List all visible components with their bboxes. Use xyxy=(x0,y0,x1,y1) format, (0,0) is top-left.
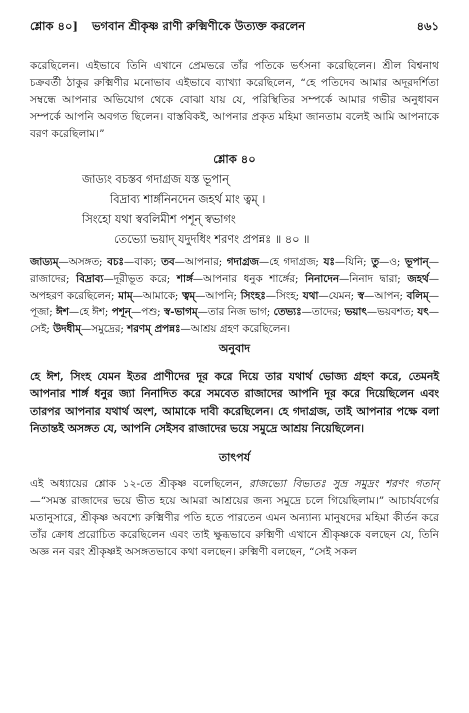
synonym-meaning: —যেমন; xyxy=(318,289,358,302)
synonym-meaning: —অপহরণ করেছিলেন; xyxy=(30,272,439,302)
synonym-term: ঈশ xyxy=(56,306,69,319)
purport-quote: রাজভ্যো বিভ্যতঃ সুভ্র সমুদ্রং শরণং গতান্ xyxy=(249,478,439,491)
synonym-term: যথা xyxy=(302,289,319,302)
header-chapter-title: ভগবান শ্রীকৃষ্ণ রাণী রুক্মিণীকে উত্যক্ত করলেন xyxy=(91,19,306,33)
synonym-term: বলিম্ xyxy=(406,289,429,302)
synonym-meaning: —সিংহ; xyxy=(265,289,303,302)
synonym-term: জাড্যম্ xyxy=(30,256,59,268)
synonym-meaning: —বাক্য; xyxy=(123,256,162,268)
synonym-term: তু xyxy=(371,256,379,268)
synonym-meaning: —আপনার; xyxy=(174,256,227,268)
purport-text xyxy=(30,476,439,561)
word-synonyms xyxy=(30,254,439,338)
synonym-term: যৎ xyxy=(417,306,429,319)
synonym-meaning: —সমুদ্রের; xyxy=(80,323,128,336)
synonym-term: বচঃ xyxy=(107,256,124,268)
verse-label: শ্লোক ৪০ xyxy=(213,152,256,166)
synonym-meaning: —সেই; xyxy=(30,306,439,336)
synonym-term: সিংহঃ xyxy=(240,289,266,302)
synonym-term: ভয়াৎ xyxy=(344,306,367,319)
synonym-term: নিনাদেন xyxy=(305,272,339,285)
synonym-meaning: —আপনার ধনুক শার্ঙ্গের; xyxy=(192,272,306,285)
synonym-term: তেভ্যঃ xyxy=(273,306,302,319)
synonym-term: শরণম্ প্রপন্নঃ xyxy=(127,323,181,336)
verse-block xyxy=(30,170,439,250)
synonym-meaning: —অসঙ্গত; xyxy=(58,256,108,268)
synonym-term: জহর্থ xyxy=(407,272,429,285)
purport-heading: তাৎপর্য xyxy=(218,450,251,464)
synonym-meaning: —পশু; xyxy=(130,306,164,319)
synonym-meaning: —যিনি; xyxy=(334,256,372,268)
synonym-meaning: —আপন; xyxy=(364,289,407,302)
synonym-term: ত্বম্ xyxy=(182,289,196,302)
running-header xyxy=(30,18,439,40)
synonym-meaning: —আশ্রয় গ্রহণ করেছিলেন। xyxy=(180,323,291,336)
synonym-term: ভূপান্ xyxy=(404,256,429,268)
synonym-meaning: —নিনাদ দ্বারা; xyxy=(338,272,408,285)
synonym-meaning: —তার নিজ ভাগ; xyxy=(197,306,274,319)
synonym-term: বিদ্রাব্য xyxy=(76,272,104,285)
synonym-meaning: —হে গদাগ্রজ; xyxy=(258,256,324,268)
purport-rest: —“সমস্ত রাজাদের ভয়ে ভীত হয়ে আমরা আশ্রয়ের জন্য সমুদ্রে চলে গিয়েছিলাম।” আচার্যবর্গের মতানুসারে, শ্রীকৃষ্ণ অবশ্যে রুক্মিণীর পতি হতে পারতেন এমন অন্যান্য মানুষদের মহিমা কীর্তন করে তাঁর ক্রোধ প্ররোচিত করেছিলেন এবং তাই ক্ষুব্ধভাবে রুক্মিণী এখানে শ্রীকৃষ্ণকে বলছেন যে, তিনি অজ্ঞ নন বরং শ্রীকৃষ্ণই অসঙ্গতভাবে কথা বলছেন। রুক্মিণী বলছেন, “সেই সকল xyxy=(30,495,439,559)
synonym-meaning: —হে ঈশ; xyxy=(68,306,112,319)
synonym-meaning: —পূজা; xyxy=(30,289,439,319)
synonym-term: গদাগ্রজ xyxy=(226,256,259,268)
synonym-meaning: —দূরীভূত করে; xyxy=(103,272,177,285)
synonym-meaning: —তাদের; xyxy=(301,306,345,319)
intro-paragraph: করেছিলেন। এইভাবে তিনি এখানে প্রেমভরে তাঁর পতিকে ভর্ৎসনা করেছিলেন। শ্রীল বিশ্বনাথ চক্রবর্তী ঠাকুর রুক্মিণীর মনোভাব এইভাবে ব্যাখ্যা করেছিলেন, “হে পতিদেব আমার অদূরদর্শিতা সম্বন্ধে আপনার অভিযোগ থেকে বোঝা যায় যে, পরিস্থিতির সম্পর্কে আমার গভীর অনুধাবন সম্পর্কে আপনি অবগত ছিলেন। বাস্তবিকই, আপনার প্রকৃত মহিমা জানতাম বলেই আমি আপনাকে বরণ করেছিলাম।” xyxy=(30,60,439,140)
synonym-meaning: —ভয়বশত; xyxy=(366,306,418,319)
translation-heading: অনুবাদ xyxy=(218,341,251,355)
synonym-term: স্ব xyxy=(357,289,365,302)
page-number: ৪৬১ xyxy=(416,19,439,33)
synonym-term: উদধীম্ xyxy=(53,323,81,336)
synonym-term: স্ব-ভাগম্ xyxy=(163,306,198,319)
synonym-term: শার্ঙ্গ xyxy=(176,272,193,285)
synonym-meaning: —আমাকে; xyxy=(132,289,183,302)
purport-lead: এই অধ্যায়ের শ্লোক ১২-তে শ্রীকৃষ্ণ বলেছিলেন, xyxy=(30,478,250,491)
synonym-meaning: —আপনি; xyxy=(195,289,241,302)
translation-text: হে ঈশ, সিংহ যেমন ইতর প্রাণীদের দূর করে দিয়ে তার যথার্থ ভোজ্য গ্রহণ করে, তেমনই আপনার শার্ঙ্গ ধনুর জ্যা নিনাদিত করে সমবেত রাজাদের আপনি দূর করে দিয়েছিলেন এবং তারপর আপনার যথার্থ অংশ, আমাকে দাবী করেছিলেন। হে গদাগ্রজ, তাই আপনার পক্ষে বলা নিতান্তই অসঙ্গত যে, আপনি সেইসব রাজাদের ভয়ে সমুদ্রে আশ্রয় নিয়েছিলেন। xyxy=(30,369,439,436)
synonym-meaning: —ও; xyxy=(378,256,405,268)
verse-line-3: সিংহো যথা স্ববলিমীশ পশূন্ স্বভাগং xyxy=(82,213,236,226)
synonym-term: যঃ xyxy=(323,256,335,268)
synonym-term: পশূন্ xyxy=(111,306,131,319)
verse-line-4: তেভ্যো ভয়াদ্ যদুদধিং শরণং প্রপন্নঃ ॥ ৪০ ॥ xyxy=(114,233,310,246)
synonym-meaning: —রাজাদের; xyxy=(30,256,439,285)
verse-line-1: জাড্যং বচস্তব গদাগ্রজ যস্ত ভূপান্ xyxy=(82,173,229,186)
verse-line-2: বিদ্রাব্য শার্ঙ্গনিনদেন জহর্থ মাং ত্বম্ । xyxy=(110,193,266,206)
header-left xyxy=(30,18,305,37)
synonym-term: মাম্ xyxy=(118,289,133,302)
synonym-term: তব xyxy=(161,256,175,268)
header-verse-ref: শ্লোক ৪০] xyxy=(30,19,78,33)
